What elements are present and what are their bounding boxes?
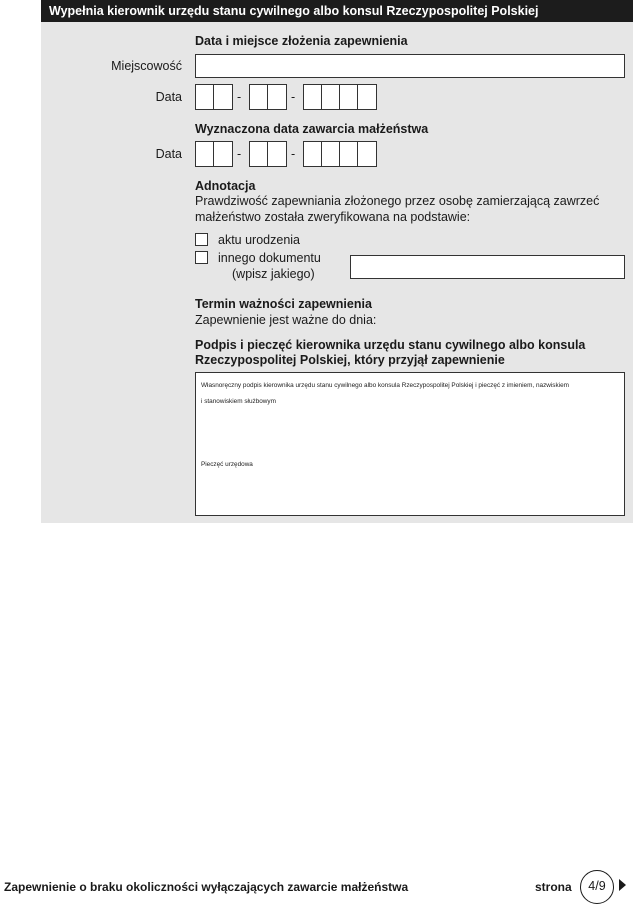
signature-title-line-1: Podpis i pieczęć kierownika urzędu stanu cywilnego albo konsula — [195, 338, 586, 352]
wedding-date-label: Data — [155, 147, 182, 161]
place-input[interactable] — [195, 54, 625, 78]
annotation-line-2: małżeństwo została zweryfikowana na podstawie: — [195, 210, 471, 224]
annotation-line-1: Prawdziwość zapewniania złożonego przez osobę zamierzającą zawrzeć — [195, 194, 600, 208]
digit-cell[interactable] — [268, 85, 286, 109]
digit-cell[interactable] — [304, 142, 322, 166]
wedding-date-section-title: Wyznaczona data zawarcia małżeństwa — [195, 122, 429, 136]
wedding-year-input[interactable] — [303, 141, 377, 167]
signature-hint-line-2: i stanowiskiem służbowym — [201, 398, 276, 405]
digit-cell[interactable] — [340, 85, 358, 109]
wedding-day-input[interactable] — [195, 141, 233, 167]
other-document-input[interactable] — [350, 255, 625, 279]
page-number-badge: 4/9 — [580, 870, 614, 904]
birth-certificate-checkbox[interactable] — [195, 233, 208, 246]
signature-hint-line-1: Własnoręczny podpis kierownika urzędu stanu cywilnego albo konsula Rzeczypospolitej Polskiej i pieczęć z imieniem, nazwiskiem — [201, 382, 569, 389]
date-separator: - — [291, 90, 296, 104]
submission-day-input[interactable] — [195, 84, 233, 110]
submission-year-input[interactable] — [303, 84, 377, 110]
digit-cell[interactable] — [304, 85, 322, 109]
section-header: Wypełnia kierownik urzędu stanu cywilnego albo konsul Rzeczypospolitej Polskiej — [41, 0, 633, 22]
other-document-checkbox[interactable] — [195, 251, 208, 264]
place-date-section-title: Data i miejsce złożenia zapewnienia — [195, 34, 408, 48]
signature-title-line-2: Rzeczypospolitej Polskiej, który przyjął zapewnienie — [195, 353, 505, 367]
validity-text: Zapewnienie jest ważne do dnia: — [195, 313, 377, 327]
validity-title: Termin ważności zapewnienia — [195, 297, 372, 311]
digit-cell[interactable] — [322, 142, 340, 166]
date-separator: - — [237, 90, 242, 104]
digit-cell[interactable] — [196, 85, 214, 109]
birth-certificate-label: aktu urodzenia — [218, 233, 301, 247]
signature-box[interactable] — [195, 372, 625, 516]
digit-cell[interactable] — [322, 85, 340, 109]
digit-cell[interactable] — [340, 142, 358, 166]
other-document-hint: (wpisz jakiego) — [232, 267, 315, 281]
footer-page-label: strona — [535, 880, 572, 894]
digit-cell[interactable] — [358, 85, 376, 109]
digit-cell[interactable] — [250, 142, 268, 166]
annotation-title: Adnotacja — [195, 179, 256, 193]
footer-document-title: Zapewnienie o braku okoliczności wyłączających zawarcie małżeństwa — [4, 880, 409, 894]
digit-cell[interactable] — [268, 142, 286, 166]
digit-cell[interactable] — [214, 142, 232, 166]
date-separator: - — [291, 147, 296, 161]
date-separator: - — [237, 147, 242, 161]
submission-date-label: Data — [155, 90, 182, 104]
other-document-label: innego dokumentu — [218, 251, 321, 265]
digit-cell[interactable] — [358, 142, 376, 166]
digit-cell[interactable] — [196, 142, 214, 166]
digit-cell[interactable] — [250, 85, 268, 109]
submission-month-input[interactable] — [249, 84, 287, 110]
digit-cell[interactable] — [214, 85, 232, 109]
wedding-month-input[interactable] — [249, 141, 287, 167]
place-label: Miejscowość — [111, 59, 182, 73]
stamp-label: Pieczęć urzędowa — [201, 461, 253, 468]
triangle-right-icon[interactable] — [619, 879, 626, 891]
